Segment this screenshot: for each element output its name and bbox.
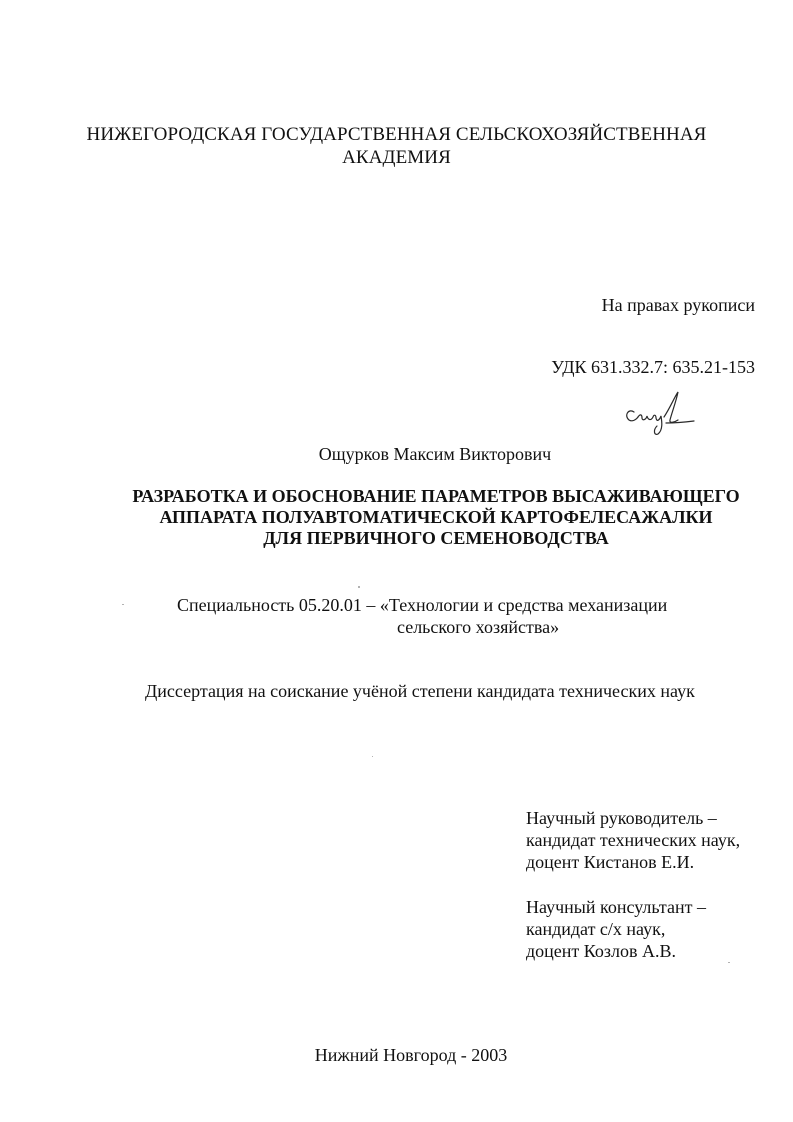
institution-heading (0, 123, 793, 169)
rights-note: На правах рукописи (601, 295, 755, 315)
scan-speck (358, 586, 360, 588)
scan-speck (122, 604, 124, 605)
consultant-line-3: доцент Козлов А.В. (526, 941, 676, 961)
title-line-3: ДЛЯ ПЕРВИЧНОГО СЕМЕНОВОДСТВА (263, 528, 609, 548)
advisor-line-2: кандидат технических наук, (526, 830, 741, 850)
scientific-advisor (526, 807, 740, 873)
scientific-consultant (526, 896, 706, 962)
consultant-line-1: Научный консультант – (526, 897, 706, 917)
dissertation-degree: Диссертация на соискание учёной степени кандидата технических наук (145, 681, 695, 701)
udk-code: УДК 631.332.7: 635.21-153 (551, 357, 755, 377)
scan-speck (372, 756, 373, 757)
title-line-2: АППАРАТА ПОЛУАВТОМАТИЧЕСКОЙ КАРТОФЕЛЕСАЖАЛКИ (159, 507, 713, 527)
specialty-line-1: Специальность 05.20.01 – «Технологии и средства механизации (177, 595, 668, 615)
handwritten-signature (620, 390, 700, 442)
consultant-line-2: кандидат с/х наук, (526, 919, 666, 939)
advisor-line-1: Научный руководитель – (526, 808, 717, 828)
title-line-1: РАЗРАБОТКА И ОБОСНОВАНИЕ ПАРАМЕТРОВ ВЫСАЖИВАЮЩЕГО (132, 486, 740, 506)
city-year: Нижний Новгород - 2003 (314, 1045, 508, 1065)
advisor-line-3: доцент Кистанов Е.И. (526, 852, 695, 872)
institution-line-2: АКАДЕМИЯ (342, 147, 451, 168)
scan-speck (728, 962, 730, 963)
author-name: Ощурков Максим Викторович (318, 444, 552, 464)
dissertation-title (0, 486, 793, 549)
specialty-line-2: сельского хозяйства» (397, 617, 560, 637)
institution-line-1: НИЖЕГОРОДСКАЯ ГОСУДАРСТВЕННАЯ СЕЛЬСКОХОЗЯЙСТВЕННАЯ (86, 124, 707, 145)
